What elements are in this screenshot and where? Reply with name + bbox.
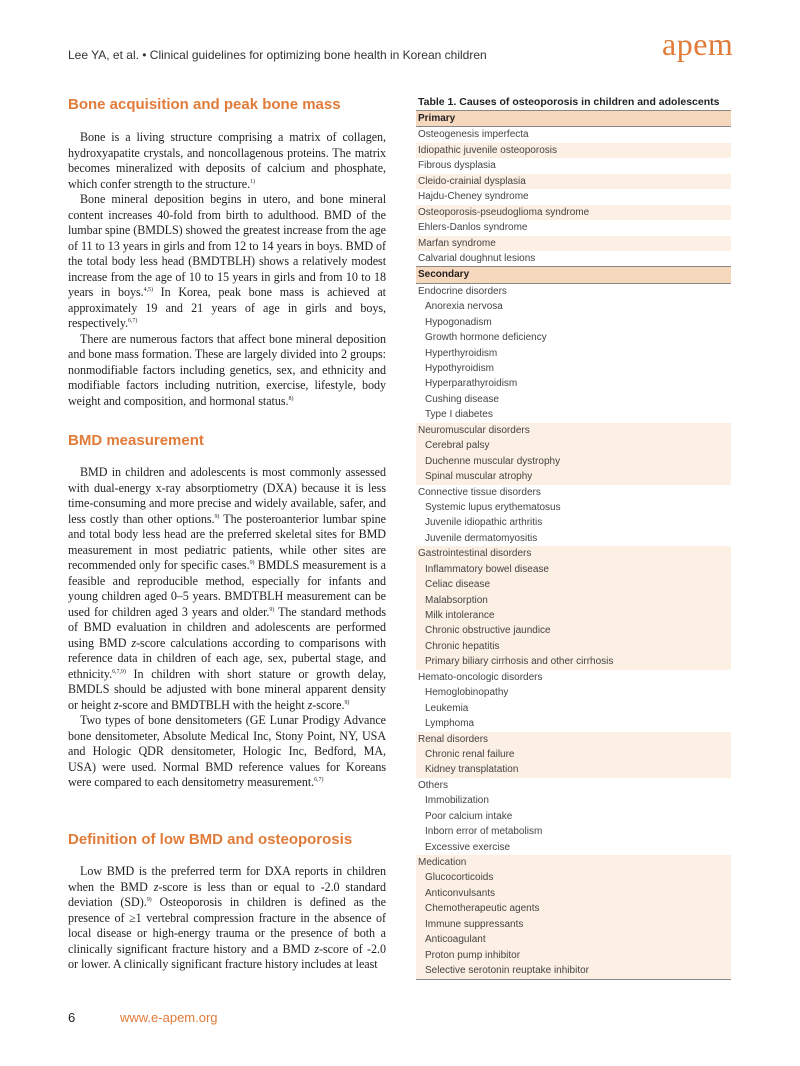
table-subitem: Duchenne muscular dystrophy [416,454,731,469]
table-subitem: Leukemia [425,702,469,714]
table-item: Gastrointestinal disorders [416,546,731,561]
table-subitem: Juvenile dermatomyositis [425,532,538,544]
table-item: Osteoporosis-pseudoglioma syndrome [416,205,731,220]
table-item: Others [418,779,449,791]
table-subitem: Malabsorption [416,593,731,608]
paragraph: Bone is a living structure comprising a matrix of collagen, hydroxyapatite crystals, and noncollagenous proteins. The matrix becomes mineralized with deposits of calcium and phosphate, which confer strength to the structure.$^{1)}$ [68,130,386,191]
table-item: Connective tissue disorders [418,486,541,498]
table-item: Neuromuscular disorders [416,423,731,438]
section-body-bmd-measurement [68,465,386,791]
table-item: Fibrous dysplasia [418,160,496,172]
paragraph: Low BMD is the preferred term for DXA reports in children when the BMD z-score is less than or equal to -2.0 standard deviation (SD).$^{9)}$ Osteoporosis in children is defined as the presence of ≥1 vertebral compression fracture in the absence of local disease or high-energy trauma or the presence of both a clinically significant fracture history and a BMD z-score of -2.0 or lower. A clinically significant fracture history includes at least [68,864,386,971]
table-subitem: Excessive exercise [425,841,511,853]
section-heading-low-bmd-definition: Definition of low BMD and osteoporosis [68,831,353,848]
table-subitem: Cerebral palsy [416,438,731,453]
table-bottom-rule [416,979,731,980]
table-subitem: Type I diabetes [425,409,493,421]
table-item: Ehlers-Danlos syndrome [418,222,528,234]
table-subitem: Chronic renal failure [416,747,731,762]
table-subitem: Juvenile idiopathic arthritis [425,517,543,529]
table-subitem: Kidney transplatation [416,762,731,777]
citation[interactable]: 6,7,9) [112,668,126,675]
table-subitem: Spinal muscular atrophy [416,469,731,484]
citation[interactable]: 8) [288,395,294,402]
citation[interactable]: 9) [269,606,275,613]
page-number: 6 [68,1010,76,1025]
citation[interactable]: 9) [344,699,350,706]
citation[interactable]: 9) [214,513,220,520]
table-item: Renal disorders [416,732,731,747]
table-subitem: Anticoagulant [416,932,731,947]
paragraph: Bone mineral deposition begins in utero, and bone mineral content increases 40-fold from birth to adulthood. BMD of the lumbar spine (BMDLS) showed the greatest increase from the age of 11 to 13 years in girls and from 12 to 14 years in boys. BMD of the total body less head (BMDTBLH) shows a relatively modest increase from the age of 10 to 15 years in girls and from 10 to 18 years in boys.$^{4,5)}$ In Korea, peak bone mass is achieved at approximately 19 and 21 years of age in girls and boys, respectively.$^{6,7)}$ [68,192,386,330]
paragraph: There are numerous factors that affect bone mineral deposition and bone mass formation. These are largely divided into 2 groups: nonmodifiable factors including genetics, sex, and ethnicity and modifiable factors including nutrition, exercise, lifestyle, body weight and composition, and hormonal status.$^{8)}$ [68,331,386,408]
table-subitem: Milk intolerance [416,608,731,623]
table-subitem: Hyperparathyroidism [425,378,518,390]
table-subitem: Hypogonadism [425,316,492,328]
causes-table [416,96,731,980]
table-item: Endocrine disorders [418,285,507,297]
table-subitem: Celiac disease [416,577,731,592]
table-subitem: Immune suppressants [416,917,731,932]
section-body-bone-acquisition [68,130,386,409]
table-subitem: Inborn error of metabolism [425,826,543,838]
table-subitem: Primary biliary cirrhosis and other cirrhosis [416,654,731,669]
table-subitem: Anorexia nervosa [425,301,503,313]
table-subitem: Hemoglobinopathy [425,687,509,699]
table-subitem: Chemotherapeutic agents [416,901,731,916]
table-subitem: Selective serotonin reuptake inhibitor [416,963,731,978]
table-subitem: Poor calcium intake [425,810,513,822]
section-heading-bmd-measurement: BMD measurement [68,432,204,449]
table-subitem: Systemic lupus erythematosus [425,501,561,513]
table-item: Calvarial doughnut lesions [418,252,536,264]
citation[interactable]: 6,7) [314,776,324,783]
citation[interactable]: 9) [249,559,255,566]
citation[interactable]: 9) [146,896,152,903]
table-subitem: Proton pump inhibitor [416,948,731,963]
paragraph: Two types of bone densitometers (GE Lunar Prodigy Advance bone densitometer, Absolute Medical Inc, Stony Point, NY, USA and Hologic QDR densitometer, Hologic Inc, Bedford, MA, USA) were used. Normal BMD reference values for Koreans were compared to each densitometry measurement.$^{6,7)}$ [68,713,386,789]
table-item: Medication [416,855,731,870]
table-subitem: Glucocorticoids [416,870,731,885]
citation[interactable]: 4,5) [143,286,153,293]
table-item: Hajdu-Cheney syndrome [418,191,529,203]
table-subitem: Cushing disease [425,393,499,405]
table-subitem: Chronic obstructive jaundice [416,623,731,638]
running-title: Lee YA, et al. • Clinical guidelines for optimizing bone health in Korean children [68,48,487,62]
table-item: Marfan syndrome [416,236,731,251]
section-heading-bone-acquisition: Bone acquisition and peak bone mass [68,96,341,113]
table-subitem: Inflammatory bowel disease [416,562,731,577]
table-subitem: Hypothyroidism [425,363,494,374]
journal-url-link[interactable]: www.e-apem.org [120,1010,218,1025]
table-item: Osteogenesis imperfecta [418,129,529,141]
table-subitem: Growth hormone deficiency [425,332,547,344]
table-item: Hemato-oncologic disorders [418,671,543,683]
table-subitem: Anticonvulsants [416,886,731,901]
citation[interactable]: 1) [250,178,255,185]
table-body [416,110,731,979]
section-body-low-bmd-definition [68,864,386,973]
journal-logo: apem [662,26,734,62]
table-item: Idiopathic juvenile osteoporosis [416,143,731,158]
table-subitem: Chronic hepatitis [416,639,731,654]
table-section-header: Secondary [416,266,731,283]
table-subitem: Hyperthyroidism [425,347,498,359]
table-title: Table 1. Causes of osteoporosis in children and adolescents [418,96,720,108]
table-subitem: Lymphoma [425,718,475,730]
table-section-header: Primary [416,110,731,127]
table-subitem: Immobilization [425,795,489,807]
table-item: Cleido-crainial dysplasia [416,174,731,189]
paragraph: BMD in children and adolescents is most commonly assessed with dual-energy x-ray absorptiometry (DXA) because it is less time-consuming and more precise and widely available, safer, and less costly than other options.$^{9)}$ The posteroanterior lumbar spine and total body less head are the preferred skeletal sites for BMD measurement in most pediatric patients, while other sites are recommended only for specific cases.$^{9)}$ BMDLS measurement is a feasible and reproducible method, especially for infants and young children aged 0–5 years. BMDTBLH measurement can be used for children aged 3 years and older.$^{9)}$ The standard methods of BMD evaluation in children and adolescents are performed using BMD z-score calculations according to comparisons with reference data in children of each age, sex, pubertal stage, and ethnicity.$^{6,7,9)}$ In children with short stature or growth delay, BMDLS should be adjusted with bone mineral apparent density or height z-score and BMDTBLH with the height z-score.$^{9)}$ [68,465,387,712]
citation[interactable]: 6,7) [128,317,138,324]
